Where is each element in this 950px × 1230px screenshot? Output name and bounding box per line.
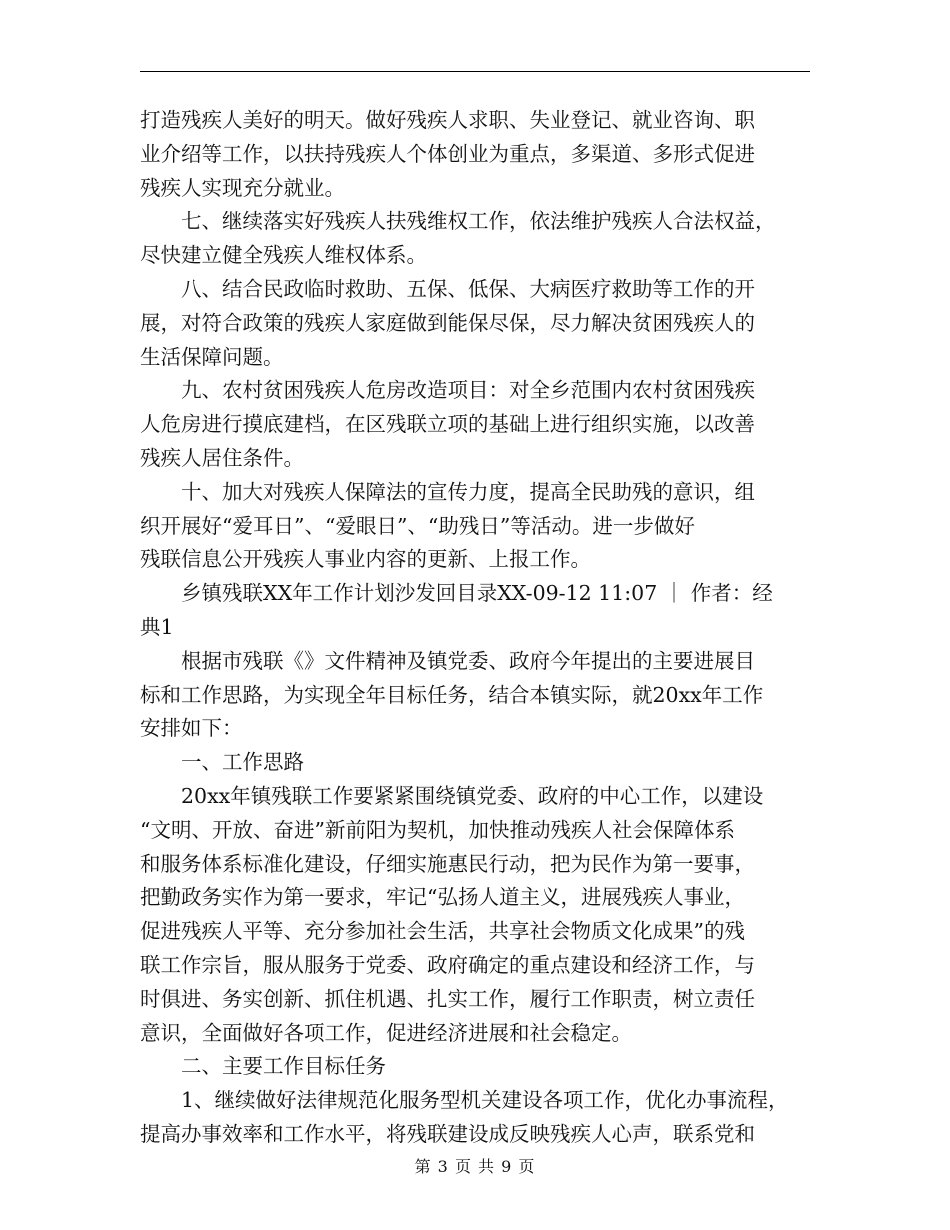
text-line: 人危房进行摸底建档，在区残联立项的基础上进行组织实施，以改善 <box>140 412 755 437</box>
text-line: 残疾人居住条件。 <box>140 445 304 470</box>
paragraph <box>140 780 820 1050</box>
section-heading <box>140 746 820 780</box>
text-line: 残联信息公开残疾人事业内容的更新、上报工作。 <box>140 547 591 572</box>
text-line: 生活保障问题。 <box>140 344 284 369</box>
text-line: 十、加大对残疾人保障法的宣传力度，提高全民助残的意识，组 <box>181 479 755 504</box>
text-line: 业介绍等工作，以扶持残疾人个体创业为重点，多渠道、多形式促进 <box>140 141 755 166</box>
page-number-footer: 第 3 页 共 9 页 <box>414 1157 536 1176</box>
header-rule <box>140 71 810 72</box>
text-line: 打造残疾人美好的明天。做好残疾人求职、失业登记、就业咨询、职 <box>140 108 755 132</box>
paragraph <box>140 104 820 205</box>
text-line: 八、结合民政临时救助、五保、低保、大病医疗救助等工作的开 <box>181 276 755 301</box>
text-line: 根据市残联《》文件精神及镇党委、政府今年提出的主要进展目 <box>181 648 755 673</box>
text-line: 联工作宗旨，服从服务于党委、政府确定的重点建设和经济工作，与 <box>140 952 755 977</box>
paragraph <box>140 1084 820 1152</box>
text-line: 九、农村贫困残疾人危房改造项目：对全乡范围内农村贫困残疾 <box>181 378 755 403</box>
text-line: 时俱进、务实创新、抓住机遇、扎实工作，履行工作职责，树立责任 <box>140 986 755 1011</box>
paragraph <box>140 645 820 746</box>
text-line: 典1 <box>140 614 174 639</box>
paragraph <box>140 273 820 374</box>
paragraph <box>140 205 820 273</box>
text-line: 尽快建立健全残疾人维权体系。 <box>140 243 427 268</box>
text-line: 展，对符合政策的残疾人家庭做到能保尽保，尽力解决贫困残疾人的 <box>140 310 755 335</box>
document-body <box>140 104 820 1152</box>
paragraph <box>140 374 820 475</box>
paragraph <box>140 577 820 645</box>
text-line: 意识，全面做好各项工作，促进经济进展和社会稳定。 <box>140 1020 632 1045</box>
text-line: 提高办事效率和工作水平，将残联建设成反映残疾人心声，联系党和 <box>140 1121 755 1146</box>
text-line: 残疾人实现充分就业。 <box>140 175 345 200</box>
text-line: 1、继续做好法律规范化服务型机关建设各项工作，优化办事流程， <box>181 1088 789 1113</box>
text-line: 乡镇残联XX年工作计划沙发回目录XX-09-12 11:07 ｜ 作者：经 <box>181 581 773 606</box>
paragraph <box>140 476 820 577</box>
text-line: 七、继续落实好残疾人扶残维权工作，依法维护残疾人合法权益， <box>181 209 776 234</box>
text-line: 一、工作思路 <box>181 750 304 775</box>
text-line: 安排如下： <box>140 716 243 741</box>
text-line: 20xx年镇残联工作要紧紧围绕镇党委、政府的中心工作，以建设 <box>181 783 764 808</box>
text-line: 织开展好“爱耳日”、“爱眼日”、“助残日”等活动。进一步做好 <box>140 513 695 538</box>
text-line: 和服务体系标准化建设，仔细实施惠民行动，把为民作为第一要事， <box>140 851 755 876</box>
text-line: “文明、开放、奋进”新前阳为契机，加快推动残疾人社会保障体系 <box>140 817 735 842</box>
section-heading <box>140 1050 820 1084</box>
text-line: 标和工作思路，为实现全年目标任务，结合本镇实际，就20xx年工作 <box>140 682 764 707</box>
text-line: 把勤政务实作为第一要求，牢记“弘扬人道主义，进展残疾人事业， <box>140 885 745 910</box>
text-line: 促进残疾人平等、充分参加社会生活，共享社会物质文化成果”的残 <box>140 919 745 944</box>
text-line: 二、主要工作目标任务 <box>181 1054 386 1079</box>
